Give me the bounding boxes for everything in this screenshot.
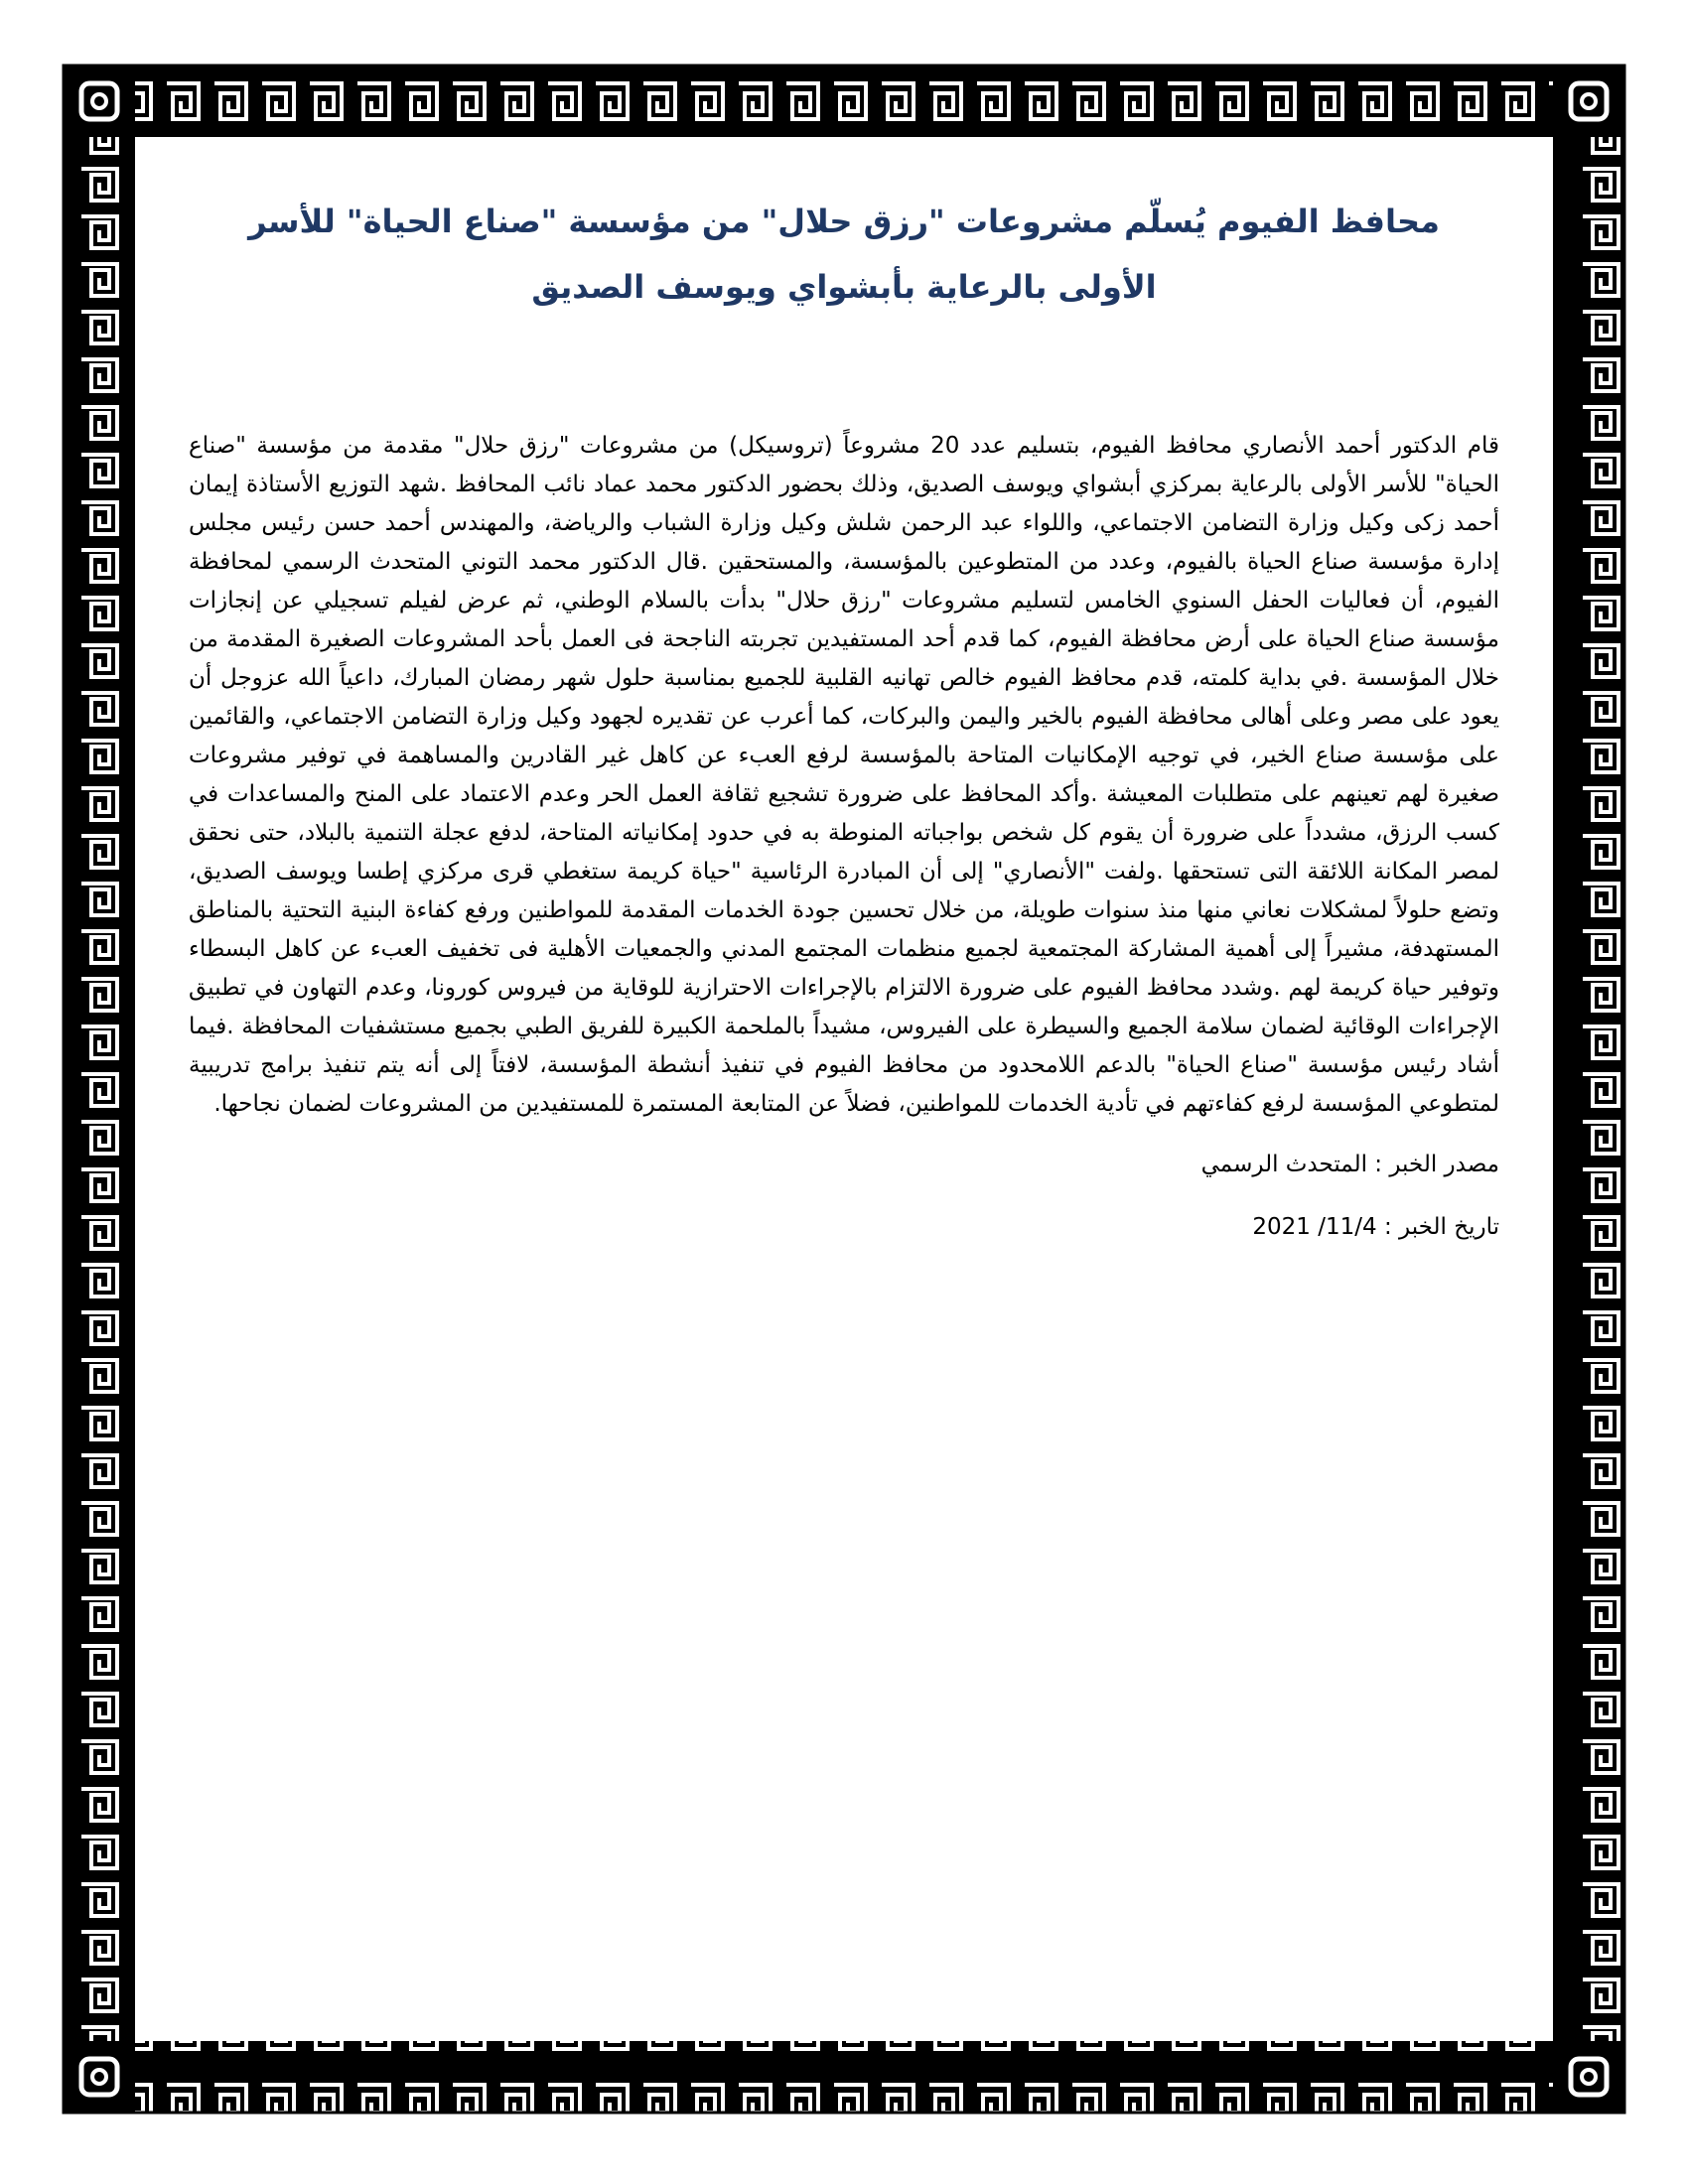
article-content (189, 189, 1499, 1247)
title-line-1: محافظ الفيوم يُسلّم مشروعات "رزق حلال" من مؤسسة "صناع الحياة" للأسر (248, 203, 1440, 240)
news-source: مصدر الخبر : المتحدث الرسمي (1200, 1152, 1499, 1177)
news-date: تاريخ الخبر : 11/4/ 2021 (1252, 1214, 1499, 1240)
title-line-2: الأولى بالرعاية بأبشواي ويوسف الصديق (531, 268, 1157, 306)
article-body: قام الدكتور أحمد الأنصاري محافظ الفيوم، بتسليم عدد 20 مشروعاً (تروسيكل) من مشروعات "رزق حلال" مقدمة من مؤسسة "صناع الحياة" للأسر الأولى بالرعاية بمركزي أبشواي ويوسف الصديق، وذلك بحضور الدكتور محمد عماد نائب المحافظ .شهد التوزيع الأستاذة إيمان أحمد زكى وكيل وزارة التضامن الاجتماعي، واللواء عبد الرحمن شلش وكيل وزارة الشباب والرياضة، والمهندس أحمد حسن رئيس مجلس إدارة مؤسسة صناع الحياة بالفيوم، وعدد من المتطوعين بالمؤسسة، والمستحقين .قال الدكتور محمد التوني المتحدث الرسمي لمحافظة الفيوم، أن فعاليات الحفل السنوي الخامس لتسليم مشروعات "رزق حلال" بدأت بالسلام الوطني، ثم عرض لفيلم تسجيلي عن إنجازات مؤسسة صناع الحياة على أرض محافظة الفيوم، كما قدم أحد المستفيدين تجربته الناجحة فى العمل بأحد المشروعات الصغيرة المقدمة من خلال المؤسسة .في بداية كلمته، قدم محافظ الفيوم خالص تهانيه القلبية للجميع بمناسبة حلول شهر رمضان المبارك، داعياً الله عزوجل أن يعود على مصر وعلى أهالى محافظة الفيوم بالخير واليمن والبركات، كما أعرب عن تقديره لجهود وكيل وزارة التضامن الاجتماعي، والقائمين على مؤسسة صناع الخير، في توجيه الإمكانيات المتاحة بالمؤسسة لرفع العبء عن كاهل غير القادرين والمساهمة في توفير مشروعات صغيرة لهم تعينهم على متطلبات المعيشة .وأكد المحافظ على ضرورة تشجيع ثقافة العمل الحر وعدم الاعتماد على المنح والمساعدات في كسب الرزق، مشدداً على ضرورة أن يقوم كل شخص بواجباته المنوطة به في حدود إمكانياته المتاحة، لدفع عجلة التنمية بالبلاد، حتى نحقق لمصر المكانة اللائقة التى تستحقها .ولفت "الأنصاري" إلى أن المبادرة الرئاسية "حياة كريمة ستغطي قرى مركزي إطسا ويوسف الصديق، وتضع حلولاً لمشكلات نعاني منها منذ سنوات طويلة، من خلال تحسين جودة الخدمات المقدمة للمواطنين ورفع كفاءة البنية التحتية بالمناطق المستهدفة، مشيراً إلى أهمية المشاركة المجتمعية لجميع منظمات المجتمع المدني والجمعيات الأهلية فى تخفيف العبء عن كاهل البسطاء وتوفير حياة كريمة لهم .وشدد محافظ الفيوم على ضرورة الالتزام بالإجراءات الاحترازية للوقاية من فيروس كورونا، وعدم التهاون في تطبيق الإجراءات الوقائية لضمان سلامة الجميع والسيطرة على الفيروس، مشيداً بالملحمة الكبيرة للفريق الطبي بجميع مستشفيات المحافظة .فيما أشاد رئيس مؤسسة "صناع الحياة" بالدعم اللامحدود من محافظ الفيوم في تنفيذ أنشطة المؤسسة، لافتاً إلى أنه يتم تنفيذ برامج تدريبية لمتطوعي المؤسسة لرفع كفاءتهم في تأدية الخدمات للمواطنين، فضلاً عن المتابعة المستمرة للمستفيدين من المشروعات لضمان نجاحها. (189, 433, 1500, 1117)
article-title (189, 189, 1499, 320)
